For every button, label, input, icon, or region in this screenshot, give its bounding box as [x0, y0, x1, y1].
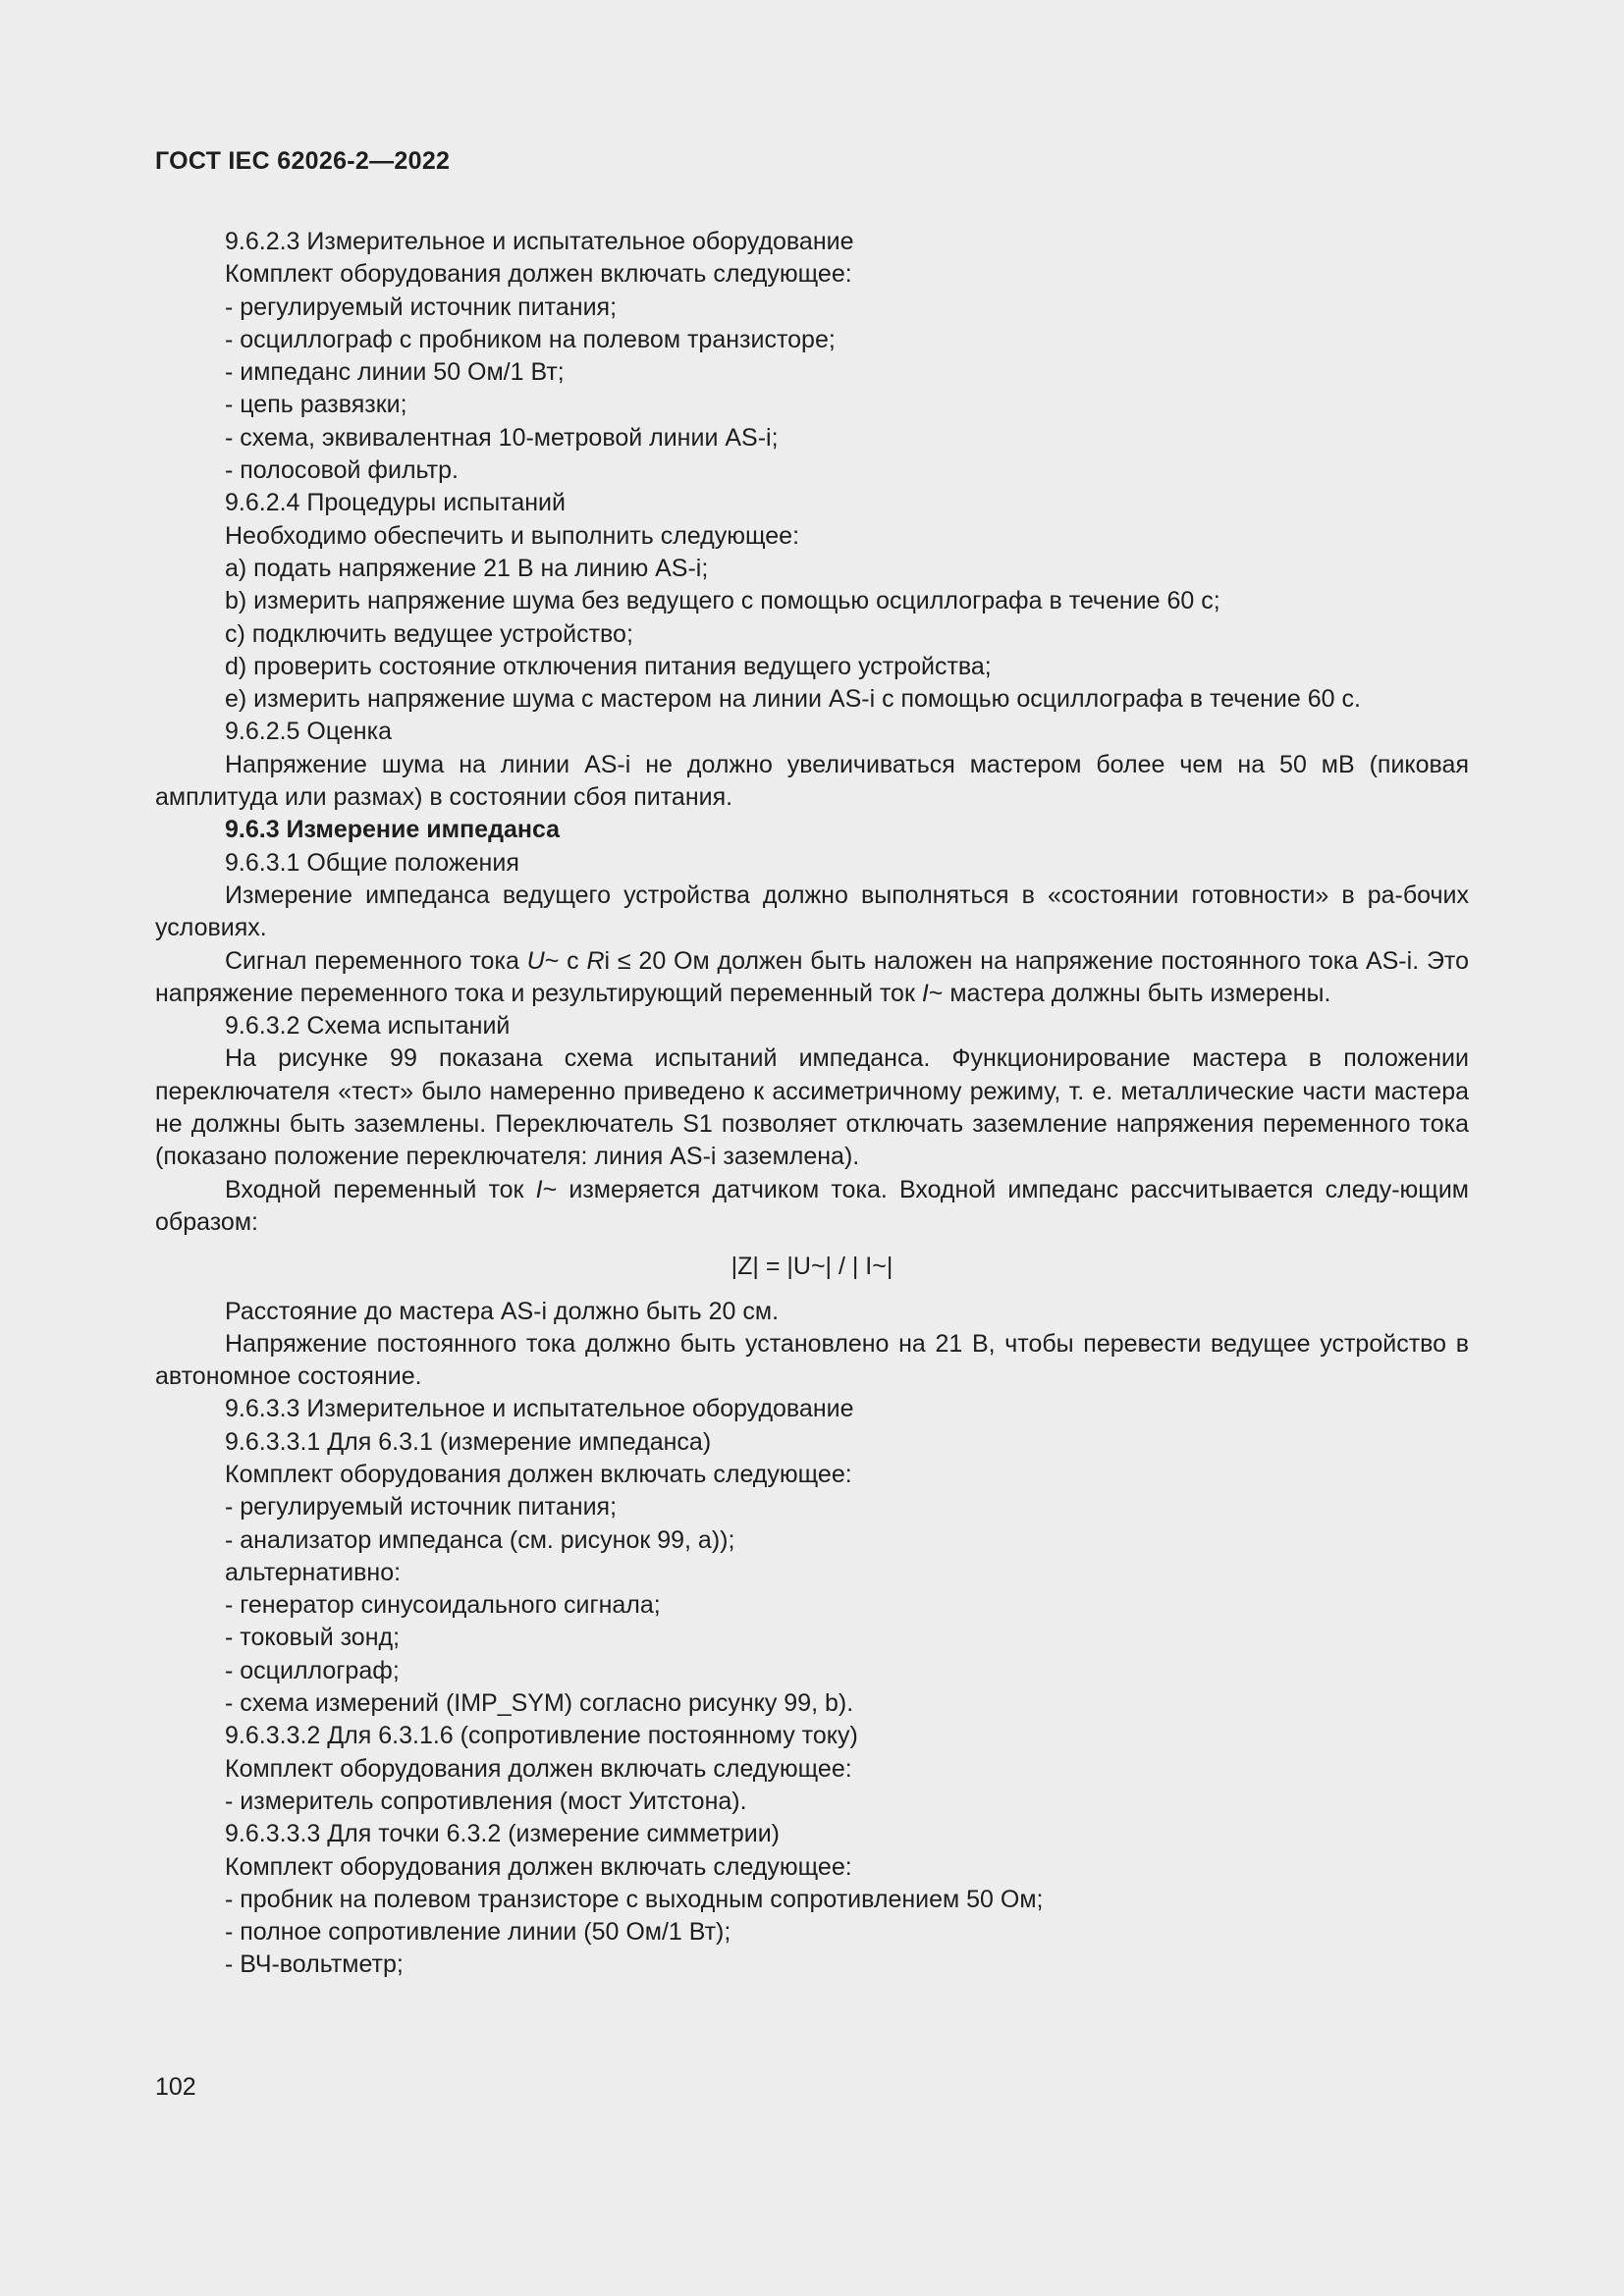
list-item: - цепь развязки; [225, 391, 407, 419]
section-title: 9.6.2.3 Измерительное и испытательное оборудование [225, 228, 854, 255]
list-item: - регулируемый источник питания; [225, 293, 618, 321]
section-title: 9.6.3.1 Общие положения [225, 848, 519, 877]
text-run: ~ с [544, 946, 587, 975]
document-header: ГОСТ IEC 62026-2—2022 [155, 147, 451, 175]
list-item: d) проверить состояние отключения питания ведущего устройства; [225, 652, 992, 680]
list-item: b) измерить напряжение шума без ведущего с помощью осциллографа в течение 60 с; [225, 587, 1220, 615]
list-item: - пробник на полевом транзисторе с выходным сопротивлением 50 Ом; [225, 1885, 1044, 1913]
paragraph: Измерение импеданса ведущего устройства должно выполняться в «состоянии готовности» в ра-бочих условиях. [155, 881, 1469, 942]
list-item: a) подать напряжение 21 В на линию AS-i; [225, 554, 709, 582]
list-item: - осциллограф с пробником на полевом транзисторе; [225, 325, 836, 353]
symbol-i: I [535, 1175, 543, 1203]
symbol-r: R [586, 946, 605, 975]
page-number: 102 [155, 2073, 196, 2101]
list-item: - осциллограф; [225, 1656, 400, 1684]
section-title: 9.6.3.3.1 Для 6.3.1 (измерение импеданса) [225, 1427, 712, 1456]
list-item: - схема, эквивалентная 10-метровой линии AS-i; [225, 423, 779, 452]
section-title: 9.6.3.3.3 Для точки 6.3.2 (измерение симметрии) [225, 1820, 780, 1848]
paragraph: Комплект оборудования должен включать следующее: [225, 1754, 852, 1783]
paragraph [155, 945, 1469, 1011]
list-item: - измеритель сопротивления (мост Уитстона). [225, 1787, 747, 1815]
list-item: e) измерить напряжение шума с мастером на линии AS-i с помощью осциллографа в течение 60 с. [225, 685, 1361, 714]
text-run: Сигнал переменного тока [225, 946, 527, 975]
document-body [155, 226, 1469, 1982]
paragraph: На рисунке 99 показана схема испытаний импеданса. Функционирование мастера в положении переключателя «тест» было намеренно приведено к ассиметричному режиму, т. е. металлические части мастера не должны быть заземлены. Переключатель S1 позволяет отключать заземление напряжения переменного тока (показано положение переключателя: линия AS-i заземлена). [155, 1044, 1469, 1171]
text-run: ~ измеряется датчиком тока. Входной импеданс рассчитывается следу-ющим образом: [155, 1175, 1469, 1236]
section-title: 9.6.3.3.2 Для 6.3.1.6 (сопротивление постоянному току) [225, 1722, 858, 1750]
text-run: Входной переменный ток [225, 1175, 536, 1203]
paragraph: Комплект оборудования должен включать следующее: [225, 1460, 852, 1488]
list-item: - ВЧ-вольтметр; [225, 1950, 404, 1979]
list-item: - регулируемый источник питания; [225, 1493, 618, 1522]
paragraph [155, 1174, 1469, 1240]
paragraph: Комплект оборудования должен включать следующее: [225, 1852, 852, 1881]
symbol-i: I [921, 979, 929, 1007]
paragraph: Комплект оборудования должен включать следующее: [225, 260, 852, 289]
list-item: - схема измерений (IMP_SYM) согласно рисунку 99, b). [225, 1689, 854, 1718]
paragraph: Напряжение шума на линии AS-i не должно увеличиваться мастером более чем на 50 мВ (пиковая амплитуда или размах) в состоянии сбоя питания. [155, 750, 1469, 812]
section-title: 9.6.2.4 Процедуры испытаний [225, 489, 566, 517]
section-title: 9.6.3.3 Измерительное и испытательное оборудование [225, 1395, 854, 1423]
list-item: - полное сопротивление линии (50 Ом/1 Вт); [225, 1918, 731, 1947]
section-heading: 9.6.3 Измерение импеданса [225, 816, 561, 844]
list-item: - анализатор импеданса (см. рисунок 99, а)); [225, 1525, 735, 1554]
text-run: ~ мастера должны быть измерены. [928, 979, 1331, 1007]
list-item: - генератор синусоидального сигнала; [225, 1591, 661, 1620]
section-title: 9.6.2.5 Оценка [225, 718, 392, 746]
symbol-u: U [526, 946, 545, 975]
paragraph: Расстояние до мастера AS-i должно быть 20 см. [225, 1297, 780, 1325]
formula: |Z| = |U~| / | I~| [731, 1253, 893, 1281]
list-item: c) подключить ведущее устройство; [225, 619, 633, 648]
section-title: 9.6.3.2 Схема испытаний [225, 1012, 511, 1041]
paragraph: Напряжение постоянного тока должно быть установлено на 21 В, чтобы перевести ведущее устройство в автономное состояние. [155, 1329, 1469, 1391]
text-run: i ≤ 20 Ом должен быть наложен на напряжение постоянного тока AS-i. Это напряжение переменного тока и результирующий переменный ток [155, 946, 1469, 1007]
paragraph: Необходимо обеспечить и выполнить следующее: [225, 521, 800, 550]
list-item: - токовый зонд; [225, 1624, 401, 1652]
list-item: - полосовой фильтр. [225, 456, 459, 485]
list-item: альтернативно: [225, 1558, 402, 1586]
list-item: - импеданс линии 50 Ом/1 Вт; [225, 358, 565, 387]
